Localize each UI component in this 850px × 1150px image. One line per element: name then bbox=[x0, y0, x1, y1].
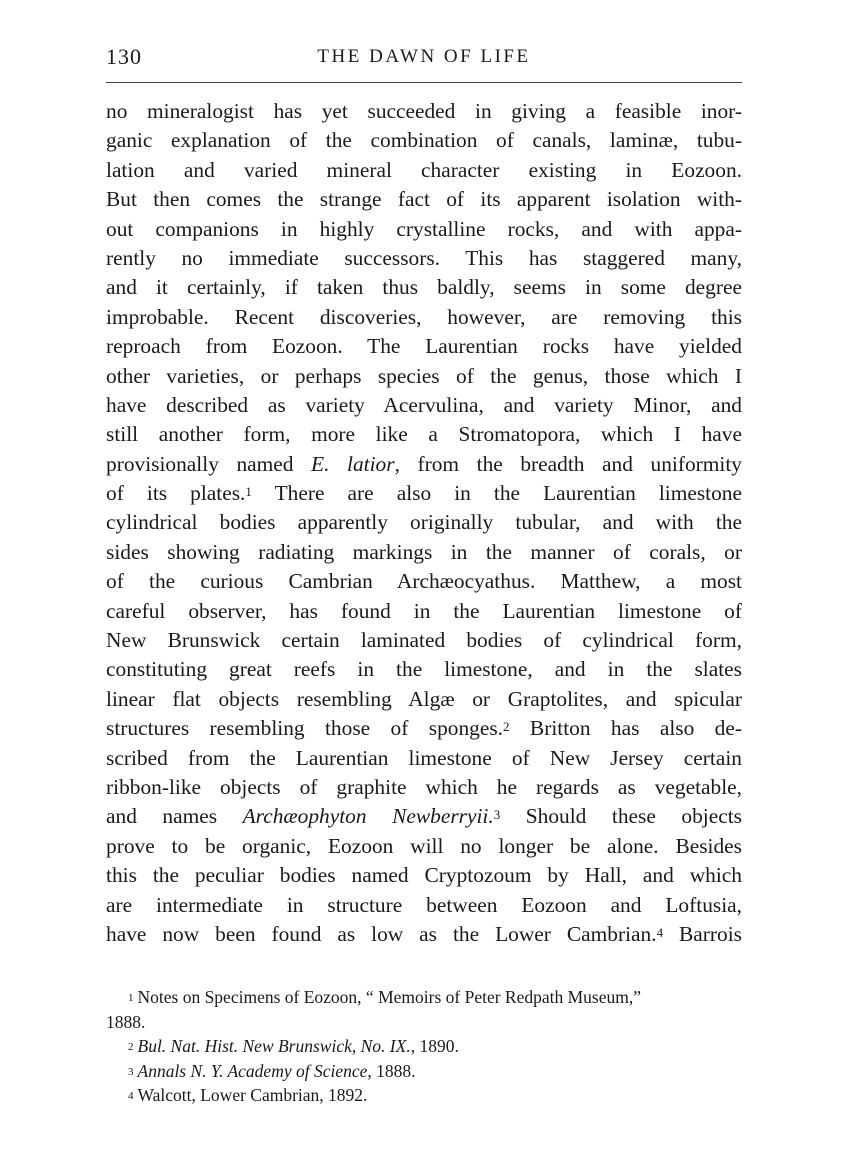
footnote-4 bbox=[106, 1083, 746, 1108]
text-line: prove to be organic, Eozoon will no longer be alone. Besides bbox=[106, 833, 742, 858]
text-segment: have now been found as low as the Lower Cambrian. bbox=[106, 921, 657, 946]
footnote-mark: 4 bbox=[128, 1090, 134, 1102]
text-line: cylindrical bodies apparently originally tubular, and with the bbox=[106, 510, 742, 535]
footnote-text: Notes on Specimens of Eozoon, “ Memoirs of Peter Redpath Museum,” bbox=[137, 987, 642, 1007]
header-rule bbox=[106, 82, 742, 83]
footnote-text: Walcott, Lower Cambrian, 1892. bbox=[137, 1085, 368, 1105]
running-title: THE DAWN OF LIFE bbox=[317, 46, 531, 67]
text-line: of the curious Cambrian Archæocyathus. Matthew, a most bbox=[106, 569, 742, 594]
page-number: 130 bbox=[106, 44, 142, 69]
text-line: are intermediate in structure between Eozoon and Loftusia, bbox=[106, 892, 742, 917]
italic-species-name: E. latior bbox=[311, 451, 395, 476]
footnote-mark: 3 bbox=[128, 1065, 134, 1078]
text-line: and it certainly, if taken thus baldly, seems in some degree bbox=[106, 275, 742, 300]
text-line: reproach from Eozoon. The Laurentian rocks have yielded bbox=[106, 334, 742, 359]
footnote-italic: Bul. Nat. Hist. New Brunswick, No. IX. bbox=[137, 1036, 411, 1056]
text-segment: Barrois bbox=[663, 921, 742, 946]
text-line: still another form, more like a Stromatopora, which I have bbox=[106, 422, 742, 447]
footnote-text: , 1888. bbox=[367, 1060, 416, 1081]
text-segment: , from the breadth and uniformity bbox=[394, 451, 742, 476]
text-line: no mineralogist has yet succeeded in giving a feasible inor- bbox=[106, 99, 742, 123]
text-line: scribed from the Laurentian limestone of New Jersey certain bbox=[106, 745, 742, 770]
text-line: constituting great reefs in the limestone, and in the slates bbox=[106, 657, 742, 682]
text-segment: structures resembling those of sponges. bbox=[106, 716, 504, 741]
footnote-ref[interactable]: 2 bbox=[503, 719, 510, 735]
footnote-ref[interactable]: 4 bbox=[656, 924, 664, 940]
footnote-1 bbox=[106, 985, 746, 1010]
text-line: out companions in highly crystalline rocks, and with appa- bbox=[106, 216, 742, 241]
text-segment: provisionally named bbox=[106, 451, 312, 476]
text-line bbox=[106, 714, 742, 743]
text-line: this the peculiar bodies named Cryptozoum by Hall, and which bbox=[106, 863, 742, 888]
text-line: rently no immediate successors. This has staggered many, bbox=[106, 245, 742, 270]
page-header bbox=[106, 44, 742, 74]
text-line: improbable. Recent discoveries, however, are removing this bbox=[106, 304, 742, 329]
body-text bbox=[106, 97, 742, 949]
footnote-ref[interactable]: 1 bbox=[245, 484, 252, 500]
text-line: have described as variety Acervulina, and variety Minor, and bbox=[106, 392, 742, 417]
footnote-text: , 1890. bbox=[410, 1036, 459, 1056]
text-segment: Britton has also de- bbox=[509, 716, 742, 741]
text-segment: Should these objects bbox=[500, 804, 742, 829]
text-line: linear flat objects resembling Algæ or Graptolites, and spicular bbox=[106, 686, 742, 711]
text-line: ganic explanation of the combination of canals, laminæ, tubu- bbox=[106, 128, 742, 153]
text-line bbox=[106, 920, 742, 949]
footnote-italic: Annals N. Y. Academy of Science bbox=[137, 1060, 368, 1081]
text-segment: and names bbox=[106, 804, 243, 829]
text-line: other varieties, or perhaps species of the genus, those which I bbox=[106, 363, 742, 388]
footnote-mark: 1 bbox=[128, 992, 134, 1004]
footnote-3 bbox=[106, 1059, 746, 1084]
footnotes bbox=[106, 985, 746, 1108]
text-line: ribbon-like objects of graphite which he regards as vegetable, bbox=[106, 774, 742, 799]
footnote-ref[interactable]: 3 bbox=[493, 807, 501, 823]
text-line: New Brunswick certain laminated bodies of cylindrical form, bbox=[106, 628, 742, 653]
text-segment: There are also in the Laurentian limestone bbox=[251, 481, 742, 506]
text-line: careful observer, has found in the Laurentian limestone of bbox=[106, 598, 742, 623]
text-line: lation and varied mineral character existing in Eozoon. bbox=[106, 157, 742, 182]
text-line bbox=[106, 450, 742, 479]
text-line: sides showing radiating markings in the manner of corals, or bbox=[106, 539, 742, 564]
text-line bbox=[106, 479, 742, 508]
footnote-mark: 2 bbox=[128, 1041, 134, 1053]
footnote-1-continuation: 1888. bbox=[106, 1011, 146, 1032]
text-line: But then comes the strange fact of its apparent isolation with- bbox=[106, 187, 742, 212]
footnote-2 bbox=[106, 1034, 746, 1059]
text-segment: of its plates. bbox=[106, 481, 246, 506]
italic-species-name: Archæophyton Newberryii. bbox=[242, 804, 494, 829]
text-line bbox=[106, 802, 742, 831]
